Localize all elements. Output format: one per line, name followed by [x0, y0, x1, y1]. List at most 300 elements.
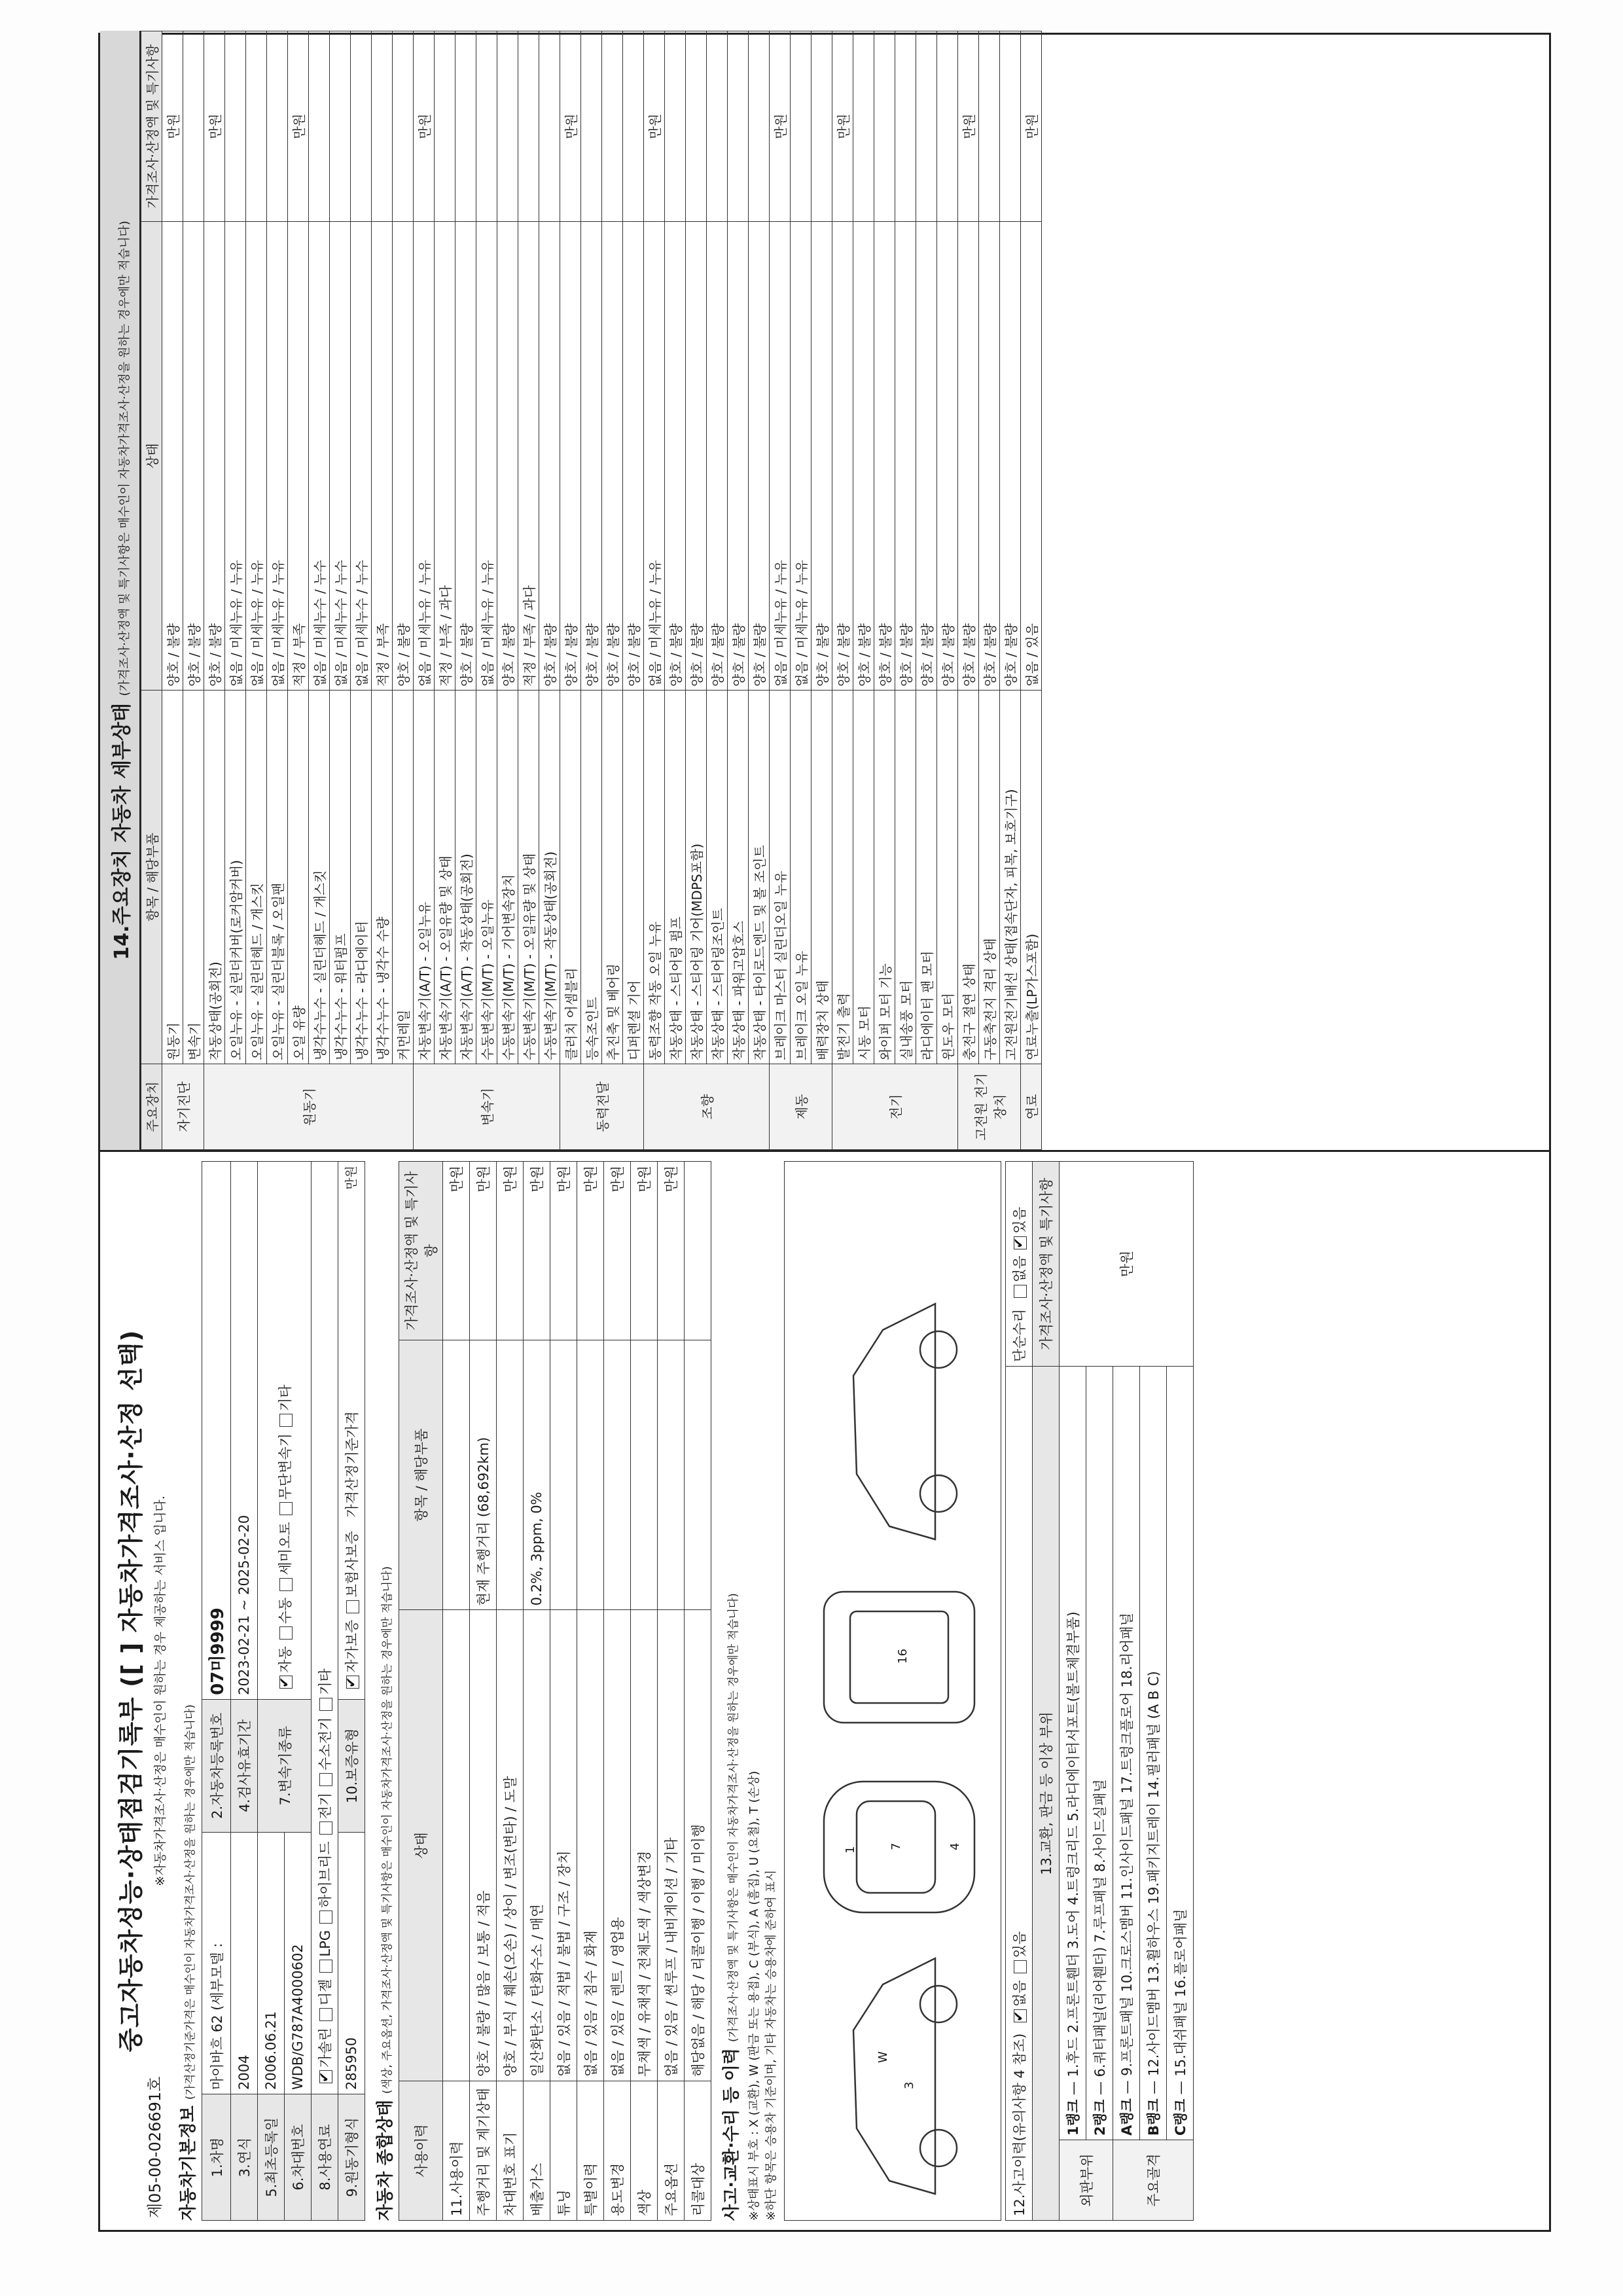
- detail-price-cell: [518, 31, 539, 222]
- detail-item-cell: 브레이크 마스터 실린더오일 누유: [770, 691, 791, 1064]
- checkbox-option[interactable]: [317, 1793, 333, 1842]
- checkbox-icon[interactable]: [346, 1600, 359, 1613]
- detail-item-cell: 작동상태 - 스티어링 펌프: [665, 691, 686, 1064]
- checkbox-label: 가솔린: [317, 2028, 333, 2068]
- checkbox-label: 보험사보증: [344, 1531, 360, 1598]
- checkbox-label: 세미오토: [277, 1522, 293, 1575]
- detail-price-cell: [707, 31, 728, 222]
- header-notice: ※자동차가격조사·산정은 매수인이 원하는 경우 제공하는 서비스 입니다.: [153, 1496, 168, 1886]
- overall-item-cell: 특별이력: [577, 2081, 604, 2221]
- detail-state-cell: 양호 / 불량: [539, 222, 560, 691]
- table-row: [372, 31, 393, 1150]
- detail-item-cell: 오일누유 - 실린더헤드 / 개스킷: [246, 691, 267, 1064]
- table-header-row: 주요장치 항목 / 해당부품 상태 가격조사·산정액 및 특기사항: [141, 31, 162, 1150]
- detail-state-cell: 없음 / 미세누유 / 누유: [791, 222, 812, 691]
- table-row: [770, 31, 791, 1150]
- checkbox-option[interactable]: [317, 1668, 333, 1717]
- overall-state-cell: 해당없음 / 해당 / 리콜이행 / 이행 / 미이행: [685, 1610, 711, 2081]
- detail-item-cell: 디퍼렌셜 기어: [623, 691, 644, 1064]
- detail-item-cell: 작동상태(공회전): [204, 691, 225, 1064]
- detail-price-cell: [853, 31, 874, 222]
- detail-state-cell: 없음 / 미세누수 / 누수: [309, 222, 330, 691]
- basic-info-heading: 자동차기본정보 (가격산정기준가격은 매수인이 자동차가격조사·산정을 원하는 경우에만 적습니다): [179, 1704, 198, 2221]
- overall-status-table: [399, 1161, 711, 2221]
- detail-item-cell: 고전원전기배선 상태(접속단자, 피복, 보호기구): [1000, 691, 1021, 1064]
- overall-price-cell: [685, 1162, 711, 1340]
- overall-detail-cell: [685, 1340, 711, 1610]
- detail-item-cell: 냉각수누수 - 실린더헤드 / 개스킷: [309, 691, 330, 1064]
- basic-info-table: [202, 1161, 365, 2221]
- inspection-sheet: [98, 33, 1551, 2232]
- overall-state-cell: 무채색 / 유채색 / 전체도색 / 색상변경: [631, 1610, 658, 2081]
- table-row: [665, 31, 686, 1150]
- table-row: [309, 31, 330, 1150]
- detail-state-cell: 양호 / 불량: [749, 222, 770, 691]
- checkbox-option[interactable]: [317, 1717, 333, 1793]
- table-row: [162, 31, 183, 1150]
- detail-price-cell: [937, 31, 958, 222]
- table-row: [550, 1162, 577, 2221]
- detail-state-cell: 없음 / 있음: [1021, 222, 1042, 691]
- detail-item-cell: 냉각수누수 - 워터펌프: [330, 691, 351, 1064]
- checkbox-icon[interactable]: [279, 1414, 293, 1427]
- detail-price-cell: [791, 31, 812, 222]
- table-row: [577, 1162, 604, 2221]
- detail-status-table: [141, 31, 1042, 1150]
- checkbox-icon[interactable]: [319, 1773, 332, 1786]
- overall-item-cell: 용도변경: [604, 2081, 631, 2221]
- overall-detail-cell: [631, 1340, 658, 1610]
- detail-price-cell: 만원: [560, 31, 581, 222]
- checkbox-icon[interactable]: [279, 1676, 293, 1689]
- table-row: 5.최초등록일 2006.06.21 7.변속기종류 ✔자동수동세미오토무단변속기기타: [258, 1162, 285, 2221]
- detail-item-cell: 작동상태 - 스티어링조인트: [707, 691, 728, 1064]
- fuel-options: [312, 1162, 338, 2094]
- detail-item-cell: 오일누유 - 실린더블록 / 오일팬: [267, 691, 288, 1064]
- overall-price-cell: 만원: [577, 1162, 604, 1340]
- table-row: [351, 31, 372, 1150]
- rank2-row: 2랭크 — 6.쿼터패널(리어휀더) 7.루프패널 8.사이드실패널: [1086, 1367, 1113, 2140]
- detail-state-cell: 없음 / 미세누유 / 누유: [476, 222, 497, 691]
- overall-state-cell: 없음 / 있음 / 렌트 / 영업용: [604, 1610, 631, 2081]
- detail-price-cell: [435, 31, 455, 222]
- checkbox-icon[interactable]: [1014, 1236, 1027, 1249]
- overall-detail-cell: [443, 1340, 470, 1610]
- checkbox-label: 자가보증: [344, 1619, 360, 1673]
- detail-item-cell: 수동변속기(M/T) - 기어변속장치: [497, 691, 518, 1064]
- checkbox-icon[interactable]: [279, 1578, 293, 1591]
- detail-state-cell: 없음 / 미세누수 / 누수: [351, 222, 372, 691]
- detail-state-cell: 없음 / 미세누유 / 누유: [267, 222, 288, 691]
- table-row: [435, 31, 455, 1150]
- overall-state-cell: 없음 / 있음 / 적법 / 불법 / 구조 / 장치: [550, 1610, 577, 2081]
- checkbox-option[interactable]: [1012, 1256, 1027, 1305]
- checkbox-icon[interactable]: [279, 1503, 293, 1516]
- table-row: [895, 31, 916, 1150]
- detail-item-cell: 원동기: [162, 691, 183, 1064]
- table-row: [470, 1162, 497, 2221]
- detail-price-cell: 만원: [644, 31, 665, 222]
- table-row: [288, 31, 309, 1150]
- detail-price-cell: [979, 31, 1000, 222]
- overall-detail-cell: [550, 1340, 577, 1610]
- table-row: [204, 31, 225, 1150]
- detail-price-cell: [874, 31, 895, 222]
- checkbox-label: 없음: [1012, 1255, 1027, 1283]
- device-category-cell: 동력전달: [560, 1064, 644, 1150]
- checkbox-label: 없음: [1012, 1980, 1027, 2007]
- detail-price-cell: [393, 31, 414, 222]
- detail-state-cell: 양호 / 불량: [812, 222, 832, 691]
- detail-price-cell: [225, 31, 246, 222]
- checkbox-option[interactable]: [317, 2028, 333, 2090]
- car-outline-diagram: [785, 1166, 998, 2220]
- checkbox-icon[interactable]: [319, 2070, 332, 2083]
- table-row: [518, 31, 539, 1150]
- overall-state-cell: 일산화탄소 / 탄화수소 / 매연: [524, 1610, 550, 2081]
- table-row: [791, 31, 812, 1150]
- detail-state-cell: 양호 / 불량: [581, 222, 602, 691]
- detail-price-cell: 만원: [832, 31, 853, 222]
- detail-price-cell: [476, 31, 497, 222]
- overall-price-cell: 만원: [604, 1162, 631, 1340]
- certificate-number: 제05-00-026691호: [146, 2076, 164, 2218]
- checkbox-icon[interactable]: [319, 1960, 332, 1973]
- checkbox-label: LPG: [317, 1929, 333, 1957]
- checkbox-option[interactable]: [344, 1531, 360, 1619]
- detail-item-cell: 자동변속기(A/T) - 오일누유: [414, 691, 435, 1064]
- table-row: [685, 1162, 711, 2221]
- table-row: [476, 31, 497, 1150]
- table-row: 3.연식 2004 4.검사유효기간 2023-02-21 ~ 2025-02-20: [231, 1162, 258, 2221]
- overall-item-cell: 색상: [631, 2081, 658, 2221]
- overall-detail-cell: 현재 주행거리 (68,692km): [470, 1340, 497, 1610]
- table-row: [246, 31, 267, 1150]
- detail-item-cell: 자동변속기(A/T) - 작동상태(공회전): [455, 691, 476, 1064]
- detail-price-cell: [665, 31, 686, 222]
- detail-item-cell: 연료누출(LP가스포함): [1021, 691, 1042, 1064]
- detail-item-cell: 냉각수누수 - 라디에이터: [351, 691, 372, 1064]
- detail-state-cell: 적정 / 부족 / 과다: [518, 222, 539, 691]
- table-row: [330, 31, 351, 1150]
- overall-item-cell: 배출가스: [524, 2081, 550, 2221]
- device-category-cell: 전기: [832, 1064, 958, 1150]
- detail-price-cell: 만원: [1021, 31, 1042, 222]
- table-row: 8.사용연료 ✔가솔린디젤LPG하이브리드전기수소전기기타: [312, 1162, 338, 2221]
- checkbox-option[interactable]: [317, 1841, 333, 1929]
- overall-item-cell: 리콜대상: [685, 2081, 711, 2221]
- overall-price-cell: 만원: [631, 1162, 658, 1340]
- exchange-table: [1005, 1161, 1194, 2221]
- table-row: [812, 31, 832, 1150]
- overall-item-cell: 주행거리 및 계기상태: [470, 2081, 497, 2221]
- detail-price-cell: [497, 31, 518, 222]
- detail-price-cell: [1000, 31, 1021, 222]
- checkbox-option[interactable]: [1012, 1980, 1027, 2029]
- checkbox-option[interactable]: [277, 1598, 293, 1647]
- table-row: [1021, 31, 1042, 1150]
- overall-price-cell: 만원: [658, 1162, 685, 1340]
- detail-price-cell: [267, 31, 288, 222]
- detail-state-cell: 양호 / 불량: [874, 222, 895, 691]
- rank1-row: 1랭크 — 1.후드 2.프론트휀더 3.도어 4.트렁크리드 5.라디에이터서포트(볼트체결부품): [1060, 1367, 1086, 2140]
- detail-state-cell: 양호 / 불량: [560, 222, 581, 691]
- detail-state-cell: 양호 / 불량: [937, 222, 958, 691]
- detail-state-cell: 양호 / 불량: [455, 222, 476, 691]
- checkbox-option[interactable]: [277, 1433, 293, 1522]
- table-row: 1.차명 마이바흐 62 (세부모델 : 2.자동차등록번호 07미9999: [202, 1162, 231, 2221]
- checkbox-option[interactable]: [1012, 1207, 1027, 1256]
- detail-state-cell: 양호 / 불량: [958, 222, 979, 691]
- detail-price-cell: [539, 31, 560, 222]
- rankB-row: B랭크 — 12.사이드멤버 13.휠하우스 19.패키지트레이 14.필러패널 (A B C): [1140, 1367, 1167, 2140]
- detail-item-cell: 작동상태 - 파워고압호스: [728, 691, 749, 1064]
- table-row: 외판부위 1랭크 — 1.후드 2.프론트휀더 3.도어 4.트렁크리드 5.라디에이터서포트(볼트체결부품) 만원: [1060, 1162, 1086, 2221]
- detail-item-cell: 오일 유량: [288, 691, 309, 1064]
- checkbox-option[interactable]: [344, 1620, 360, 1695]
- vehicle-diagram: 3 1 7 4 16 W: [784, 1161, 1001, 2221]
- detail-state-cell: 양호 / 불량: [162, 222, 183, 691]
- rankA-row: A랭크 — 9.프론트패널 10.크로스멤버 11.인사이드패널 17.트렁크플로어 18.리어패널: [1113, 1367, 1140, 2140]
- detail-price-cell: [330, 31, 351, 222]
- detail-state-cell: 양호 / 불량: [707, 222, 728, 691]
- warranty-options: ✔자가보증보험사보증 가격산정기준가격 만원: [338, 1162, 365, 1700]
- detail-price-cell: [309, 31, 330, 222]
- detail-item-cell: 구동축전지 격리 상태: [979, 691, 1000, 1064]
- overall-state-cell: 없음 / 있음 / 썬루프 / 내비게이션 / 기타: [658, 1610, 685, 2081]
- checkbox-icon[interactable]: [319, 1698, 332, 1711]
- detail-item-cell: 실내송풍 모터: [895, 691, 916, 1064]
- table-row: [916, 31, 937, 1150]
- table-row: [602, 31, 623, 1150]
- table-row: [414, 31, 435, 1150]
- table-row: [183, 31, 204, 1150]
- detail-item-cell: 커먼레일: [393, 691, 414, 1064]
- table-row: [874, 31, 895, 1150]
- checkbox-option[interactable]: [317, 1930, 333, 1979]
- detail-state-cell: 양호 / 불량: [895, 222, 916, 691]
- detail-state-cell: 양호 / 불량: [686, 222, 707, 691]
- checkbox-option[interactable]: [277, 1522, 293, 1598]
- detail-state-cell: 없음 / 미세누유 / 누유: [246, 222, 267, 691]
- detail-status-heading: 14.주요장치 자동차 세부상태 (가격조사·산정액 및 특기사항은 매수인이 자동차가격조사·산정을 원하는 경우에만 적습니다): [100, 31, 141, 1150]
- table-row: [937, 31, 958, 1150]
- detail-state-cell: 없음 / 미세누유 / 누유: [414, 222, 435, 691]
- overall-detail-cell: 0.2%, 3ppm, 0%: [524, 1340, 550, 1610]
- table-row: [443, 1162, 470, 2221]
- overall-detail-cell: [497, 1340, 524, 1610]
- detail-price-cell: 만원: [414, 31, 435, 222]
- checkbox-label: 수동: [277, 1597, 293, 1624]
- detail-state-cell: 양호 / 불량: [916, 222, 937, 691]
- detail-item-cell: 추진축 및 베어링: [602, 691, 623, 1064]
- table-row: [832, 31, 853, 1150]
- overall-price-cell: 만원: [550, 1162, 577, 1340]
- detail-price-cell: 만원: [958, 31, 979, 222]
- checkbox-icon[interactable]: [1014, 2009, 1027, 2022]
- overall-detail-cell: [658, 1340, 685, 1610]
- detail-price-cell: [351, 31, 372, 222]
- document-title: 중고자동차성능·상태점검기록부 ([ ] 자동차가격조사·산정 선택): [116, 1329, 145, 2053]
- detail-item-cell: 와이퍼 모터 기능: [874, 691, 895, 1064]
- detail-price-cell: [581, 31, 602, 222]
- detail-state-cell: 양호 / 불량: [728, 222, 749, 691]
- table-row: [728, 31, 749, 1150]
- checkbox-label: 있음: [1012, 1931, 1027, 1958]
- checkbox-icon[interactable]: [1014, 1960, 1027, 1973]
- table-row: [455, 31, 476, 1150]
- status-legend: ※상태표시 부호 : X (교환), W (판금 또는 용접), C (부식), A (흠집), U (요철), T (손상) ※하단 항목은 승용차 기준이며, 기타 자동차는 승용차에 준하여 표시: [747, 1770, 778, 2221]
- detail-state-cell: 양호 / 불량: [602, 222, 623, 691]
- detail-state-cell: 양호 / 불량: [204, 222, 225, 691]
- table-row: [267, 31, 288, 1150]
- checkbox-option[interactable]: [317, 1979, 333, 2028]
- detail-state-cell: 양호 / 불량: [832, 222, 853, 691]
- table-row: [958, 31, 979, 1150]
- checkbox-label: 있음: [1012, 1207, 1027, 1234]
- table-row: [853, 31, 874, 1150]
- table-row: [979, 31, 1000, 1150]
- device-category-cell: 원동기: [204, 1064, 414, 1150]
- overall-detail-cell: [577, 1340, 604, 1610]
- overall-item-cell: 주요옵션: [658, 2081, 685, 2221]
- detail-state-cell: 적정 / 부족: [372, 222, 393, 691]
- table-row: [524, 1162, 550, 2221]
- checkbox-label: 기타: [277, 1384, 293, 1412]
- checkbox-label: 자동: [277, 1646, 293, 1673]
- detail-price-cell: [183, 31, 204, 222]
- table-row: [604, 1162, 631, 2221]
- table-row: 6.차대번호 WDB/G787A4000602: [285, 1162, 312, 2221]
- detail-state-cell: 양호 / 불량: [665, 222, 686, 691]
- detail-state-cell: 없음 / 미세누유 / 누유: [770, 222, 791, 691]
- checkbox-option[interactable]: [277, 1384, 293, 1433]
- overall-price-cell: 만원: [470, 1162, 497, 1340]
- detail-price-cell: [895, 31, 916, 222]
- table-row: 주요골격 A랭크 — 9.프론트패널 10.크로스멤버 11.인사이드패널 17.트렁크플로어 18.리어패널: [1113, 1162, 1140, 2221]
- checkbox-label: 전기: [317, 1792, 333, 1820]
- detail-price-cell: [916, 31, 937, 222]
- detail-item-cell: 수동변속기(M/T) - 오일유량 및 상태: [518, 691, 539, 1064]
- table-row: 13.교환, 판금 등 이상 부위 가격조사·산정액 및 특기사항: [1033, 1162, 1060, 2221]
- table-row: [631, 1162, 658, 2221]
- detail-item-cell: 자동변속기(A/T) - 오일유량 및 상태: [435, 691, 455, 1064]
- detail-price-cell: [812, 31, 832, 222]
- checkbox-icon[interactable]: [319, 2008, 332, 2021]
- table-row: [539, 31, 560, 1150]
- device-category-cell: 변속기: [414, 1064, 560, 1150]
- detail-state-cell: 없음 / 미세누유 / 누유: [225, 222, 246, 691]
- detail-state-cell: 적정 / 부족: [288, 222, 309, 691]
- overall-item-cell: 11.사용이력: [443, 2081, 470, 2221]
- overall-state-cell: [443, 1610, 470, 2081]
- detail-item-cell: 수동변속기(M/T) - 오일누유: [476, 691, 497, 1064]
- detail-price-cell: [455, 31, 476, 222]
- detail-item-cell: 작동상태 - 스티어링 기어(MDPS포함): [686, 691, 707, 1064]
- detail-item-cell: 윈도우 모터: [937, 691, 958, 1064]
- overall-item-cell: 튜닝: [550, 2081, 577, 2221]
- detail-state-cell: 양호 / 불량: [497, 222, 518, 691]
- detail-price-cell: 만원: [288, 31, 309, 222]
- checkbox-label: 하이브리드: [317, 1841, 333, 1908]
- detail-state-cell: 양호 / 불량: [853, 222, 874, 691]
- checkbox-label: 디젤: [317, 1979, 333, 2006]
- table-row: [749, 31, 770, 1150]
- table-row: [1000, 31, 1021, 1150]
- overall-status-heading: 자동차 종합상태 (색상, 주요옵션, 가격조사·산정액 및 특기사항은 매수인이 자동차가격조사·산정을 원하는 경우에만 적습니다): [376, 1566, 395, 2221]
- left-section: [100, 1150, 1549, 2230]
- detail-price-cell: [246, 31, 267, 222]
- checkbox-icon[interactable]: [279, 1626, 293, 1640]
- overall-price-cell: 만원: [443, 1162, 470, 1340]
- detail-item-cell: 발전기 출력: [832, 691, 853, 1064]
- checkbox-option[interactable]: [1012, 1931, 1027, 1981]
- table-row: [707, 31, 728, 1150]
- detail-state-cell: 양호 / 불량: [1000, 222, 1021, 691]
- detail-price-cell: [602, 31, 623, 222]
- detail-price-cell: [749, 31, 770, 222]
- device-category-cell: 자기진단: [162, 1064, 204, 1150]
- rankC-row: C랭크 — 15.대쉬패널 16.플로어패널: [1167, 1367, 1194, 2140]
- detail-price-cell: [372, 31, 393, 222]
- right-section: [100, 31, 1549, 1150]
- table-row: 9.원동기형식 285950 10.보증유형 ✔자가보증보험사보증 가격산정기준가격 만원: [338, 1162, 365, 2221]
- overall-detail-cell: [604, 1340, 631, 1610]
- table-row: [1006, 1162, 1033, 2221]
- table-header-row: 사용이력 상태 항목 / 해당부품 가격조사·산정액 및 특기사항: [399, 1162, 443, 2221]
- detail-state-cell: 양호 / 불량: [623, 222, 644, 691]
- detail-price-cell: 만원: [162, 31, 183, 222]
- detail-state-cell: 양호 / 불량: [393, 222, 414, 691]
- checkbox-icon[interactable]: [319, 1821, 332, 1835]
- table-row: [623, 31, 644, 1150]
- detail-item-cell: 오일누유 - 실린더커버(로커암커버): [225, 691, 246, 1064]
- table-row: [497, 1162, 524, 2221]
- detail-state-cell: 적정 / 부족 / 과다: [435, 222, 455, 691]
- detail-item-cell: 브레이크 오일 누유: [791, 691, 812, 1064]
- detail-item-cell: 클러치 어셈블리: [560, 691, 581, 1064]
- device-category-cell: 제동: [770, 1064, 832, 1150]
- accident-history-label: 12.사고이력(유의사항 4 참조) ✔없음있음: [1006, 1367, 1033, 2221]
- checkbox-icon[interactable]: [346, 1676, 359, 1689]
- simple-repair-label: 단순수리 없음✔있음: [1006, 1162, 1033, 1367]
- checkbox-icon[interactable]: [319, 1910, 332, 1924]
- detail-item-cell: 수동변속기(M/T) - 작동상태(공회전): [539, 691, 560, 1064]
- detail-item-cell: 충전구 절연 상태: [958, 691, 979, 1064]
- table-row: [686, 31, 707, 1150]
- table-row: [644, 31, 665, 1150]
- table-row: [225, 31, 246, 1150]
- device-category-cell: 고전원 전기장치: [958, 1064, 1021, 1150]
- detail-price-cell: 만원: [204, 31, 225, 222]
- table-row: [393, 31, 414, 1150]
- detail-item-cell: 라디에이터 팬 모터: [916, 691, 937, 1064]
- device-category-cell: 연료: [1021, 1064, 1042, 1150]
- detail-item-cell: 동력조향 작동 오일 누유: [644, 691, 665, 1064]
- table-row: [497, 31, 518, 1150]
- device-category-cell: 조향: [644, 1064, 770, 1150]
- checkbox-label: 수소전기: [317, 1717, 333, 1770]
- accident-history-heading: 사고·교환·수리 등 이력 (가격조사·산정액 및 특기사항은 매수인이 자동차가격조사·산정을 원하는 경우에만 적습니다): [722, 1593, 741, 2221]
- detail-state-cell: 없음 / 미세누수 / 누수: [330, 222, 351, 691]
- checkbox-option[interactable]: [277, 1646, 293, 1695]
- transmission-options: [258, 1162, 312, 1700]
- checkbox-icon[interactable]: [1014, 1285, 1027, 1298]
- detail-item-cell: 냉각수누수 - 냉각수 수량: [372, 691, 393, 1064]
- detail-price-cell: 만원: [770, 31, 791, 222]
- overall-item-cell: 차대번호 표기: [497, 2081, 524, 2221]
- checkbox-label: 기타: [317, 1668, 333, 1695]
